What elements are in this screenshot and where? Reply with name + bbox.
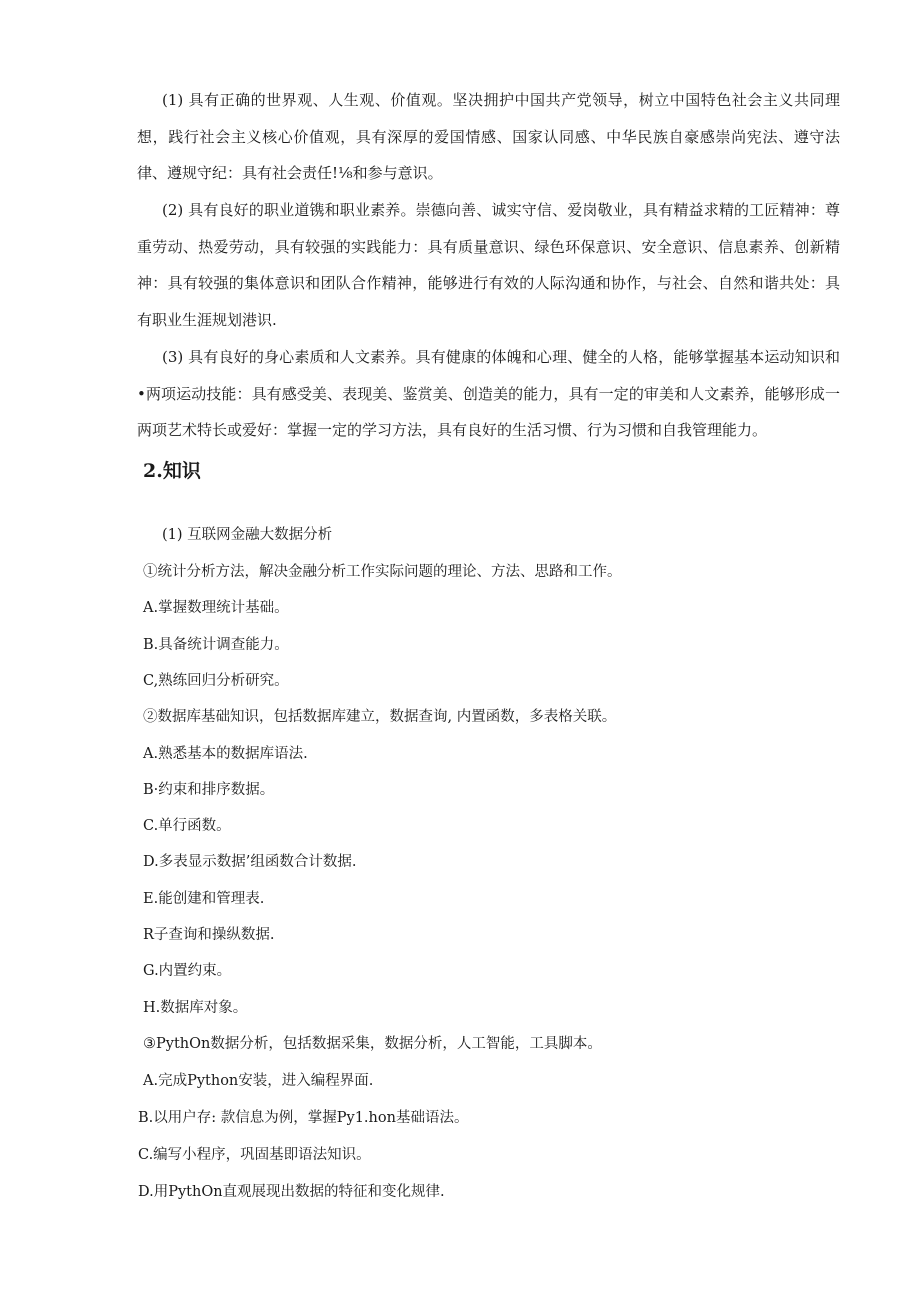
list-item: B·约束和排序数据。	[143, 782, 275, 798]
list-item: B.具备统计调查能力。	[143, 637, 289, 653]
paragraph-1: (1) 具有正确的世界观、人生观、价值观。坚决拥护中国共产党领导，树立中国特色社会主义共同理想，践行社会主义核心价值观，具有深厚的爱国情感、国家认同感、中华民族自豪感崇尚宪法、遵守法律、遵规守纪：具有社会责任!⅛和参与意识。	[137, 91, 840, 183]
list-item: D.多表显示数据’组函数合计数据.	[143, 854, 357, 870]
list-item: G.内置约束。	[143, 963, 232, 979]
list-item: R子查询和操纵数据.	[143, 927, 275, 943]
list-item: C,熟练回归分析研究。	[143, 673, 289, 689]
section-heading-knowledge: 2.知识	[143, 460, 201, 482]
list-item: ③PythOn数据分析，包括数据采集，数据分析，人工智能，工具脚本。	[143, 1036, 602, 1052]
list-item: H.数据库对象。	[143, 1000, 248, 1016]
list-item: A.熟悉基本的数据库语法.	[143, 746, 308, 762]
list-item: C.单行函数。	[143, 818, 231, 834]
list-item: D.用PythOn直观展现出数据的特征和变化规律.	[138, 1184, 445, 1200]
list-item: C.编写小程序，巩固基即语法知识。	[138, 1147, 371, 1163]
list-item: A.掌握数理统计基础。	[143, 600, 289, 616]
list-item: ①统计分析方法，解决金融分析工作实际问题的理论、方法、思路和工作。	[143, 564, 622, 580]
list-item: E.能创建和管理表.	[143, 891, 265, 907]
list-item: ②数据库基础知识，包括数据库建立，数据查询, 内置函数，多表格关联。	[143, 709, 617, 725]
knowledge-subheading: (1) 互联网金融大数据分析	[162, 527, 333, 543]
list-item: B.以用户存: 款信息为例，掌握Py1.hon基础语法。	[138, 1110, 469, 1126]
paragraph-3: (3) 具有良好的身心素质和人文素养。具有健康的体魄和心理、健全的人格，能够掌握基本运动知识和•两项运动技能：具有感受美、表现美、鉴赏美、创造美的能力，具有一定的审美和人文素养，能够形成一两项艺术特长或爱好：掌握一定的学习方法，具有良好的生活习惯、行为习惯和自我管理能力。	[137, 348, 840, 440]
paragraph-2: (2) 具有良好的职业道镌和职业素养。崇德向善、诚实守信、爱岗敬业，具有精益求精的工匠精神：尊重劳动、热爱劳动，具有较强的实践能力：具有质量意识、绿色环保意识、安全意识、信息素养、创新精神：具有较强的集体意识和团队合作精神，能够进行有效的人际沟通和协作，与社会、自然和谐共处：具有职业生涯规划港识.	[137, 201, 840, 330]
list-item: A.完成Python安装，进入编程界面.	[143, 1073, 374, 1089]
